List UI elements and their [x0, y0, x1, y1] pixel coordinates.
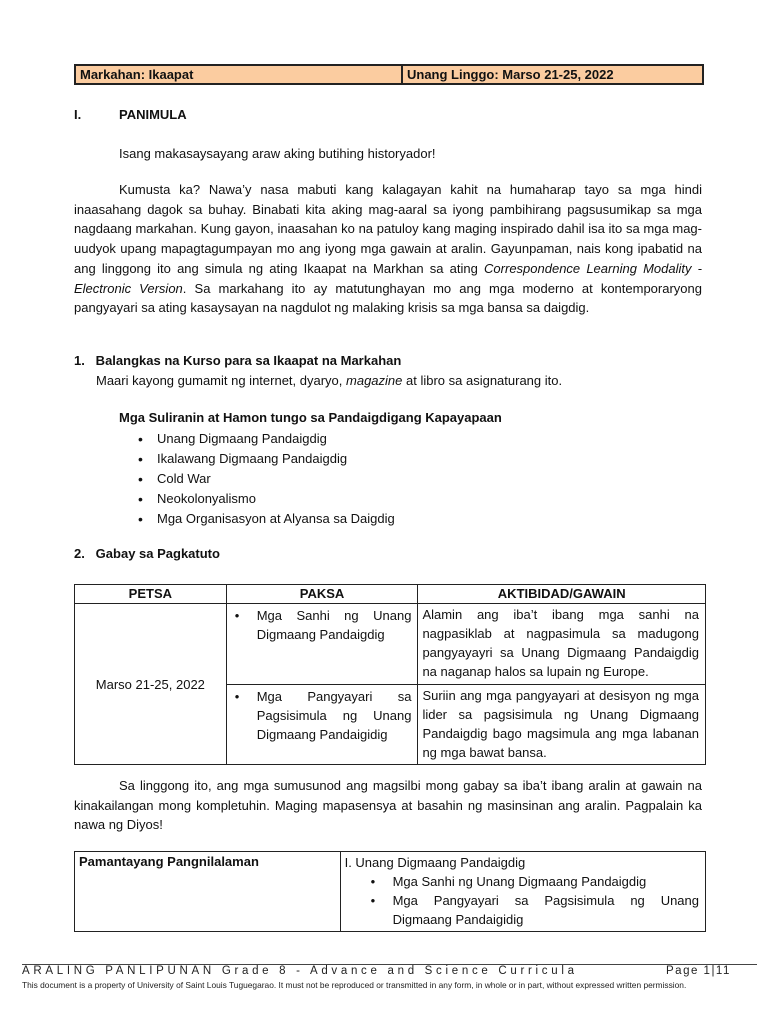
- note-text-2: at libro sa asignaturang ito.: [402, 373, 563, 388]
- topic-item: • Ikalawang Digmaang Pandaigdig: [131, 449, 395, 469]
- topics-list: [131, 429, 395, 529]
- greeting-text: Isang makasaysayang araw aking butihing historyador!: [119, 146, 436, 161]
- topic-item: • Mga Organisasyon at Alyansa sa Daigdig: [131, 509, 395, 529]
- paksa-cell: [226, 685, 418, 765]
- week-label: Unang Linggo: Marso 21-25, 2022: [407, 67, 614, 82]
- intro-paragraph: [74, 180, 702, 318]
- section-number: I.: [74, 107, 82, 122]
- learning-guide-table: [74, 584, 706, 765]
- table-row: [75, 852, 706, 932]
- note-text-italic: magazine: [346, 373, 403, 388]
- closing-paragraph: Sa linggong ito, ang mga sumusunod ang magsilbi mong gabay sa iba’t ibang aralin at gawain na kinakailangan mong kompletuhin. Maging mapasensya at basahin ng masinsinan ang aralin. Pagpalain ka nawa ng Diyos!: [74, 778, 702, 833]
- standards-table: [74, 851, 706, 932]
- paksa-cell: [226, 604, 418, 685]
- intro-text-italic: Correspondence Learning Modality - Electronic Version: [74, 260, 702, 296]
- header-petsa: PETSA: [75, 585, 227, 604]
- note-text-1: Maari kayong gumamit ng internet, dyaryo,: [96, 373, 347, 388]
- page-number: Page 1|11: [666, 965, 731, 977]
- paksa-text: • Mga Pangyayari sa Pagsisimula ng Unang Digmaang Pandaigidig: [235, 687, 412, 744]
- standards-item: • Mga Pangyayari sa Pagsisimula ng Unang Digmaang Pandaigidig: [371, 891, 699, 929]
- header-paksa: PAKSA: [226, 585, 418, 604]
- header-aktibidad: AKTIBIDAD/GAWAIN: [418, 585, 706, 604]
- section2-heading: 2. Gabay sa Pagkatuto: [74, 546, 220, 561]
- standards-item: • Mga Sanhi ng Unang Digmaang Pandaigdig: [371, 872, 699, 891]
- copyright-notice: This document is a property of University of Saint Louis Tuguegarao. It must not be reproduced or transmitted in any form, in whole or in part, without expressed written permission.: [22, 980, 687, 990]
- footer-course-title: ARALING PANLIPUNAN Grade 8 - Advance and Science Curricula: [22, 965, 578, 977]
- topic-item: • Cold War: [131, 469, 395, 489]
- topic-item: • Unang Digmaang Pandaigdig: [131, 429, 395, 449]
- table-header-row: [75, 585, 706, 604]
- quarter-week-header: [74, 64, 704, 85]
- standards-label: Pamantayang Pangnilalaman: [75, 852, 341, 932]
- topic-item: • Neokolonyalismo: [131, 489, 395, 509]
- intro-text-2: . Sa markahang ito ay matutunghayan mo ang mga moderno at kontemporaryong pangyayari sa ating kasaysayan na nagdulot ng malaking krisis sa mga bansa sa daigdig.: [74, 280, 702, 316]
- standards-content: [340, 852, 705, 932]
- intro-text-1: Kumusta ka? Nawa’y nasa mabuti kang kalagayan kahit na humaharap tayo sa mga hindi inaasahang dagok sa buhay. Binabati kita aking mag-aaral sa iyong pambihirang pagsusumikap sa mga nagdaang markahan. Kung gayon, inaasahan ko na patuloy kang maging inspirado dahil isa ito sa mga mag-uudyok upang mapagtagumpayan mo ang iyong mga gawain at aralin. Gayunpaman, nais kong ipabatid na ang linggong ito ang simula ng ating Ikaapat na Markhan sa ating: [74, 182, 702, 276]
- topics-subheading: Mga Suliranin at Hamon tungo sa Pandaigdigang Kapayapaan: [119, 410, 502, 425]
- section1-note: [96, 373, 562, 388]
- standards-title: I. Unang Digmaang Pandaigdig: [344, 855, 526, 870]
- table-row: [75, 604, 706, 685]
- quarter-label: Markahan: Ikaapat: [76, 66, 403, 83]
- aktibidad-cell: Suriin ang mga pangyayari at desisyon ng mga lider sa pagsisimula ng Unang Digmaang Pandaigdig bago magsimula ang mga labanan ng mga bawat bansa.: [418, 685, 706, 765]
- date-cell: Marso 21-25, 2022: [75, 604, 227, 765]
- section-title: PANIMULA: [119, 107, 187, 122]
- section1-heading: 1. Balangkas na Kurso para sa Ikaapat na Markahan: [74, 353, 402, 368]
- paksa-text: • Mga Sanhi ng Unang Digmaang Pandaigdig: [235, 606, 412, 644]
- aktibidad-cell: Alamin ang iba’t ibang mga sanhi na nagpasiklab at nagpasimula sa madugong pangyayayri sa Unang Digmaang Pandaigdig na naganap halos sa lupain ng Europe.: [418, 604, 706, 685]
